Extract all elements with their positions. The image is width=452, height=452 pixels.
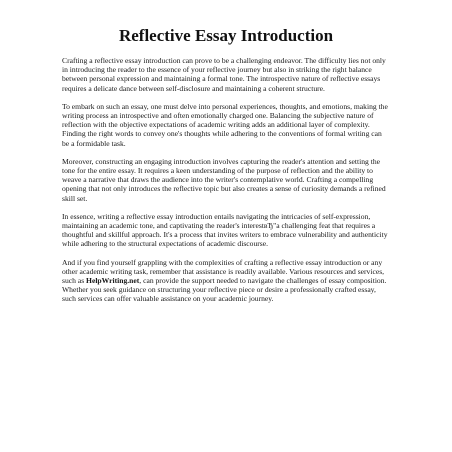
page-title: Reflective Essay Introduction [118,26,334,45]
paragraph-3: Moreover, constructing an engaging introduction involves capturing the reader's attention and setting the tone for the entire essay. It requires a keen understanding of the purpose of reflection and the ability to weave a narrative that draws the audience into the writer's contemplative world. Crafting a compelling opening that not only introduces the reflective topic but also creates a sense of curiosity demands a refined skill set. [62,156,386,203]
helpwriting-link-text: HelpWriting.net [86,276,140,286]
paragraph-5-text-before-link: And if you find yourself grappling with the complexities of crafting a reflective essay introduction or any other academic writing task, remember that assistance is readily available. Various resources and services, such as [62,257,385,286]
paragraph-2: To embark on such an essay, one must delve into personal experiences, thoughts, and emotions, making the writing process an introspective and often emotionally charged one. Balancing the subjective nature of reflection with the objective expectations of academic writing adds an additional layer of complexity. Finding the right words to convey one's thoughts while adhering to the conventions of formal writing can be a formidable task. [62,101,388,148]
paragraph-5-text-after-link: , can provide the support needed to navigate the challenges of essay composition. Whether you seek guidance on structuring your reflective piece or desire a professionally crafted essay, such services can offer valuable assistance on your academic journey. [62,276,387,304]
paragraph-4: In essence, writing a reflective essay introduction entails navigating the intricacies of self-expression, maintaining an academic tone, and captivating the reader's interestвЂ"a challenging feat that requires a thoughtful and skillful approach. It's a process that invites writers to embrace vulnerability and authenticity while adhering to the structural expectations of academic discourse. [62,211,388,249]
paragraph-5 [62,258,390,304]
paragraph-1: Crafting a reflective essay introduction can prove to be a challenging endeavor. The difficulty lies not only in introducing the reader to the essence of your reflective journey but also in striking the right balance between personal expression and maintaining a formal tone. The introspective nature of reflective essays requires a delicate dance between self-disclosure and maintaining a coherent structure. [62,56,386,93]
